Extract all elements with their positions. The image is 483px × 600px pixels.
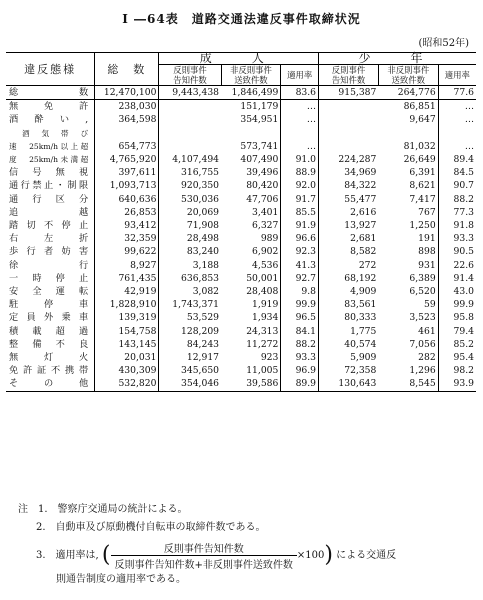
cell-a_r: … xyxy=(281,113,319,126)
cell-a_n: 24,313 xyxy=(246,325,279,337)
cell-a_h: 4,107,494 xyxy=(159,153,221,166)
cell-a_h xyxy=(159,100,221,114)
year-note: (昭和52年) xyxy=(418,38,469,49)
cell-a_n: 80,420 xyxy=(246,180,279,192)
header-juvenile: 少 年 xyxy=(319,53,476,65)
cell-j_r: 90.7 xyxy=(438,179,476,192)
cell-a_r: 88.9 xyxy=(281,166,319,179)
cell-a_n: 39,586 xyxy=(246,378,279,390)
cell-total: 654,773 xyxy=(95,140,159,153)
cell-a_r: 99.9 xyxy=(281,298,319,311)
table-row xyxy=(6,285,476,298)
cell-j_r: 95.4 xyxy=(438,351,476,364)
cell-j_h: 83,561 xyxy=(319,298,379,311)
cell-a_h: 53,529 xyxy=(159,311,221,324)
table-bottom-rule xyxy=(6,391,476,392)
cell-j_h xyxy=(319,127,379,140)
cell-j_r: 43.0 xyxy=(438,285,476,298)
table-row xyxy=(6,272,476,285)
table-row xyxy=(6,351,476,364)
cell-j_r: 77.6 xyxy=(438,86,476,100)
rate-formula: $\frac{\text{反則事件告知件数}}{\text{反則事件告知件数+非反則事件送致件数}}$ xyxy=(111,540,297,571)
table-row xyxy=(6,113,476,126)
cell-a_h xyxy=(159,113,221,126)
cell-a_n: 6,327 xyxy=(252,220,279,232)
cell-j_r: 99.9 xyxy=(438,298,476,311)
cell-j_n: 461 xyxy=(418,325,436,337)
cell-j_h xyxy=(319,113,379,126)
row-label: 踏切不停止 xyxy=(9,220,89,232)
cell-a_r: 83.6 xyxy=(281,86,319,100)
cell-j_r: 85.2 xyxy=(438,338,476,351)
cell-total: 32,359 xyxy=(95,232,159,245)
cell-j_n: 86,851 xyxy=(403,101,436,113)
cell-total: 8,927 xyxy=(95,259,159,272)
cell-j_n: 1,296 xyxy=(409,365,436,377)
cell-a_n: 47,706 xyxy=(246,193,279,205)
header-adult-hansoku: 反則事件 告知件数 xyxy=(159,65,221,86)
cell-j_r: 91.4 xyxy=(438,272,476,285)
cell-total: 761,435 xyxy=(95,272,159,285)
cell-total: 93,412 xyxy=(95,219,159,232)
cell-a_h: 71,908 xyxy=(159,219,221,232)
row-label: 定員外乗車 xyxy=(9,312,89,324)
cell-j_n: 931 xyxy=(418,259,436,271)
cell-j_h: 34,969 xyxy=(319,166,379,179)
table-row xyxy=(6,153,476,166)
table-title: I ―64表 道路交通法違反事件取締状況 xyxy=(122,12,361,26)
cell-a_h: 354,046 xyxy=(159,377,221,390)
cell-a_h: 84,243 xyxy=(159,338,221,351)
cell-a_n: 151,179 xyxy=(240,101,279,113)
cell-a_n: 6,902 xyxy=(252,246,279,258)
row-label: 通 行 区 分 xyxy=(9,193,89,205)
row-label: 徐 行 xyxy=(9,259,89,271)
cell-total: 532,820 xyxy=(95,377,159,390)
cell-a_r: 96.9 xyxy=(281,364,319,377)
cell-a_r: 91.7 xyxy=(281,193,319,206)
cell-total: 154,758 xyxy=(95,325,159,338)
table-row xyxy=(6,166,476,179)
cell-j_r: … xyxy=(438,113,476,126)
header-total: 総 数 xyxy=(95,53,159,86)
note-2: 2. 自動車及び原動機付自転車の取締件数である。 xyxy=(36,522,266,533)
row-label: 一 時 停 止 xyxy=(9,272,89,284)
cell-a_r: 93.3 xyxy=(281,351,319,364)
cell-a_n: 1,846,499 xyxy=(231,87,279,98)
table-row xyxy=(6,338,476,351)
cell-j_r: 22.6 xyxy=(438,259,476,272)
cell-j_r: 93.9 xyxy=(438,377,476,390)
cell-total: 12,470,100 xyxy=(95,86,159,100)
table-row xyxy=(6,377,476,390)
cell-a_n: 39,496 xyxy=(246,167,279,179)
cell-j_r: 91.8 xyxy=(438,219,476,232)
cell-j_h: 4,909 xyxy=(319,285,379,298)
cell-j_n: 1,250 xyxy=(409,220,436,232)
cell-j_r: 95.8 xyxy=(438,311,476,324)
cell-j_n: 6,391 xyxy=(409,167,436,179)
header-adult-hihansoku: 非反則事件 送致件数 xyxy=(221,65,281,86)
cell-j_h: 2,616 xyxy=(319,206,379,219)
cell-a_h: 316,755 xyxy=(159,166,221,179)
cell-j_n: 8,545 xyxy=(409,378,436,390)
cell-j_h: 55,477 xyxy=(319,193,379,206)
cell-a_r: … xyxy=(281,140,319,153)
cell-a_h: 920,350 xyxy=(159,179,221,192)
cell-a_h: 1,743,371 xyxy=(159,298,221,311)
cell-j_r: 84.5 xyxy=(438,166,476,179)
table-row xyxy=(6,193,476,206)
row-label: 通行禁止・制限 xyxy=(9,180,89,192)
cell-j_h xyxy=(319,100,379,114)
cell-a_h: 28,498 xyxy=(159,232,221,245)
cell-a_r: 85.5 xyxy=(281,206,319,219)
cell-j_h: 68,192 xyxy=(319,272,379,285)
table-row xyxy=(6,219,476,232)
cell-total: 143,145 xyxy=(95,338,159,351)
row-label: 無 灯 火 xyxy=(9,352,89,364)
cell-j_n: 767 xyxy=(418,206,436,218)
cell-j_h: 2,681 xyxy=(319,232,379,245)
note-1: 注 1. 警察庁交通局の統計による。 xyxy=(18,504,188,515)
note-3: 3. 適用率は, ( $\frac{\text{反則事件告知件数}}{\text{反則事件告知件数+非反則事件送致件数}}$ ×100) による交通反 xyxy=(36,540,396,571)
cell-total: 430,309 xyxy=(95,364,159,377)
row-label: 免許証不携帯 xyxy=(9,365,89,377)
cell-a_n: 11,005 xyxy=(246,365,279,377)
cell-a_h: 3,188 xyxy=(159,259,221,272)
cell-j_r: 88.2 xyxy=(438,193,476,206)
cell-a_n: 989 xyxy=(260,233,279,245)
cell-j_h: 5,909 xyxy=(319,351,379,364)
cell-a_r: 84.1 xyxy=(281,325,319,338)
cell-total: 42,919 xyxy=(95,285,159,298)
header-juvenile-hansoku: 反則事件 告知件数 xyxy=(319,65,379,86)
cell-total: 364,598 xyxy=(95,113,159,126)
cell-j_h: 13,927 xyxy=(319,219,379,232)
cell-total: 1,828,910 xyxy=(95,298,159,311)
table-row xyxy=(6,86,476,100)
cell-j_r: 90.5 xyxy=(438,245,476,258)
cell-total: 1,093,713 xyxy=(95,179,159,192)
cell-j_h: 272 xyxy=(319,259,379,272)
cell-total: 20,031 xyxy=(95,351,159,364)
cell-total: 139,319 xyxy=(95,311,159,324)
table-row xyxy=(6,311,476,324)
cell-a_n: 573,741 xyxy=(240,140,279,152)
table-row xyxy=(6,206,476,219)
header-juvenile-hihansoku: 非反則事件 送致件数 xyxy=(378,65,438,86)
table-row xyxy=(6,245,476,258)
cell-a_n: 4,536 xyxy=(252,259,279,271)
table-row xyxy=(6,140,476,153)
table-row xyxy=(6,364,476,377)
table-row xyxy=(6,232,476,245)
cell-total: 397,611 xyxy=(95,166,159,179)
row-label: 右 左 折 xyxy=(9,233,89,245)
cell-a_h: 3,082 xyxy=(159,285,221,298)
cell-a_r: 88.2 xyxy=(281,338,319,351)
cell-j_h: 1,775 xyxy=(319,325,379,338)
cell-a_n: 923 xyxy=(260,352,279,364)
cell-total: 4,765,920 xyxy=(95,153,159,166)
cell-a_h: 83,240 xyxy=(159,245,221,258)
cell-j_h: 72,358 xyxy=(319,364,379,377)
row-label: 整 備 不 良 xyxy=(9,338,89,350)
cell-j_r: … xyxy=(438,100,476,114)
row-label: 歩行者妨害 xyxy=(9,246,89,258)
cell-j_h: 80,333 xyxy=(319,311,379,324)
table-row xyxy=(6,179,476,192)
cell-j_r: 93.3 xyxy=(438,232,476,245)
cell-total: 26,853 xyxy=(95,206,159,219)
cell-j_n: 3,523 xyxy=(409,312,436,324)
row-label: 度 25km/h未満超 xyxy=(9,155,89,165)
row-label: 積 載 超 過 xyxy=(9,325,89,337)
row-label: 追 越 xyxy=(9,206,89,218)
cell-j_n: 264,776 xyxy=(397,87,436,98)
cell-a_n: 28,408 xyxy=(246,286,279,298)
cell-a_h: 9,443,438 xyxy=(159,86,221,100)
cell-a_h: 345,650 xyxy=(159,364,221,377)
note-3-cont: 則通告制度の適用率である。 xyxy=(56,574,186,585)
cell-a_h xyxy=(159,127,221,140)
row-label: 総 数 xyxy=(9,87,89,98)
cell-total: 99,622 xyxy=(95,245,159,258)
cell-j_h: 40,574 xyxy=(319,338,379,351)
header-category: 違反態様 xyxy=(6,53,95,86)
cell-a_h: 530,036 xyxy=(159,193,221,206)
cell-j_h: 915,387 xyxy=(319,86,379,100)
cell-j_n: 898 xyxy=(418,246,436,258)
table-row xyxy=(6,298,476,311)
cell-a_r: 96.5 xyxy=(281,311,319,324)
cell-a_n: 3,401 xyxy=(252,206,279,218)
cell-a_n: 354,951 xyxy=(240,114,279,126)
header-adult-rate: 適用率 xyxy=(281,65,319,86)
cell-total: 238,030 xyxy=(95,100,159,114)
cell-j_n: 6,520 xyxy=(409,286,436,298)
row-label: そ の 他 xyxy=(9,378,89,390)
cell-a_h: 128,209 xyxy=(159,325,221,338)
table-row xyxy=(6,325,476,338)
row-label: 速 25km/h以上超 xyxy=(9,141,89,151)
cell-j_h: 8,582 xyxy=(319,245,379,258)
cell-a_n: 1,919 xyxy=(252,299,279,311)
cell-a_r: 91.9 xyxy=(281,219,319,232)
cell-a_r: 89.9 xyxy=(281,377,319,390)
cell-j_h xyxy=(319,140,379,153)
violation-table xyxy=(6,52,476,391)
cell-a_n xyxy=(221,127,281,140)
cell-j_r: … xyxy=(438,140,476,153)
cell-j_n: 282 xyxy=(418,352,436,364)
cell-j_n: 81,032 xyxy=(403,140,436,152)
cell-j_r xyxy=(438,127,476,140)
table-row xyxy=(6,100,476,114)
row-label: 無 免 許 xyxy=(9,101,89,113)
cell-j_n xyxy=(378,127,438,140)
cell-a_n: 50,001 xyxy=(246,272,279,284)
row-label: 駐 停 車 xyxy=(9,299,89,311)
row-label: 酒酔い, xyxy=(9,114,89,126)
cell-a_r: 41.3 xyxy=(281,259,319,272)
cell-a_r: 96.6 xyxy=(281,232,319,245)
cell-j_n: 8,621 xyxy=(409,180,436,192)
cell-a_r xyxy=(281,127,319,140)
cell-a_r: 92.3 xyxy=(281,245,319,258)
row-label: 酒気帯び xyxy=(22,128,89,138)
cell-total: 640,636 xyxy=(95,193,159,206)
cell-a_h xyxy=(159,140,221,153)
cell-j_h: 224,287 xyxy=(319,153,379,166)
cell-a_n: 1,934 xyxy=(252,312,279,324)
table-row xyxy=(6,259,476,272)
cell-j_r: 98.2 xyxy=(438,364,476,377)
cell-j_r: 77.3 xyxy=(438,206,476,219)
cell-a_r: … xyxy=(281,100,319,114)
cell-j_r: 79.4 xyxy=(438,325,476,338)
cell-a_h: 636,853 xyxy=(159,272,221,285)
cell-a_r: 92.0 xyxy=(281,179,319,192)
cell-a_r: 92.7 xyxy=(281,272,319,285)
cell-j_n: 7,056 xyxy=(409,338,436,350)
cell-j_h: 130,643 xyxy=(319,377,379,390)
cell-a_n: 407,490 xyxy=(240,154,279,166)
cell-total xyxy=(95,127,159,140)
cell-j_n: 191 xyxy=(418,233,436,245)
cell-j_n: 7,417 xyxy=(409,193,436,205)
cell-j_n: 9,647 xyxy=(409,114,436,126)
cell-j_n: 59 xyxy=(424,299,436,311)
cell-a_r: 91.0 xyxy=(281,153,319,166)
cell-j_n: 26,649 xyxy=(403,154,436,166)
cell-j_r: 89.4 xyxy=(438,153,476,166)
cell-a_h: 20,069 xyxy=(159,206,221,219)
cell-a_r: 9.8 xyxy=(281,285,319,298)
header-adult: 成 人 xyxy=(159,53,319,65)
cell-j_h: 84,322 xyxy=(319,179,379,192)
cell-j_n: 6,389 xyxy=(409,272,436,284)
row-label: 信 号 無 視 xyxy=(9,167,89,179)
table-row xyxy=(6,127,476,140)
header-juvenile-rate: 適用率 xyxy=(438,65,476,86)
row-label: 安 全 運 転 xyxy=(9,286,89,298)
cell-a_n: 11,272 xyxy=(246,338,279,350)
cell-a_h: 12,917 xyxy=(159,351,221,364)
